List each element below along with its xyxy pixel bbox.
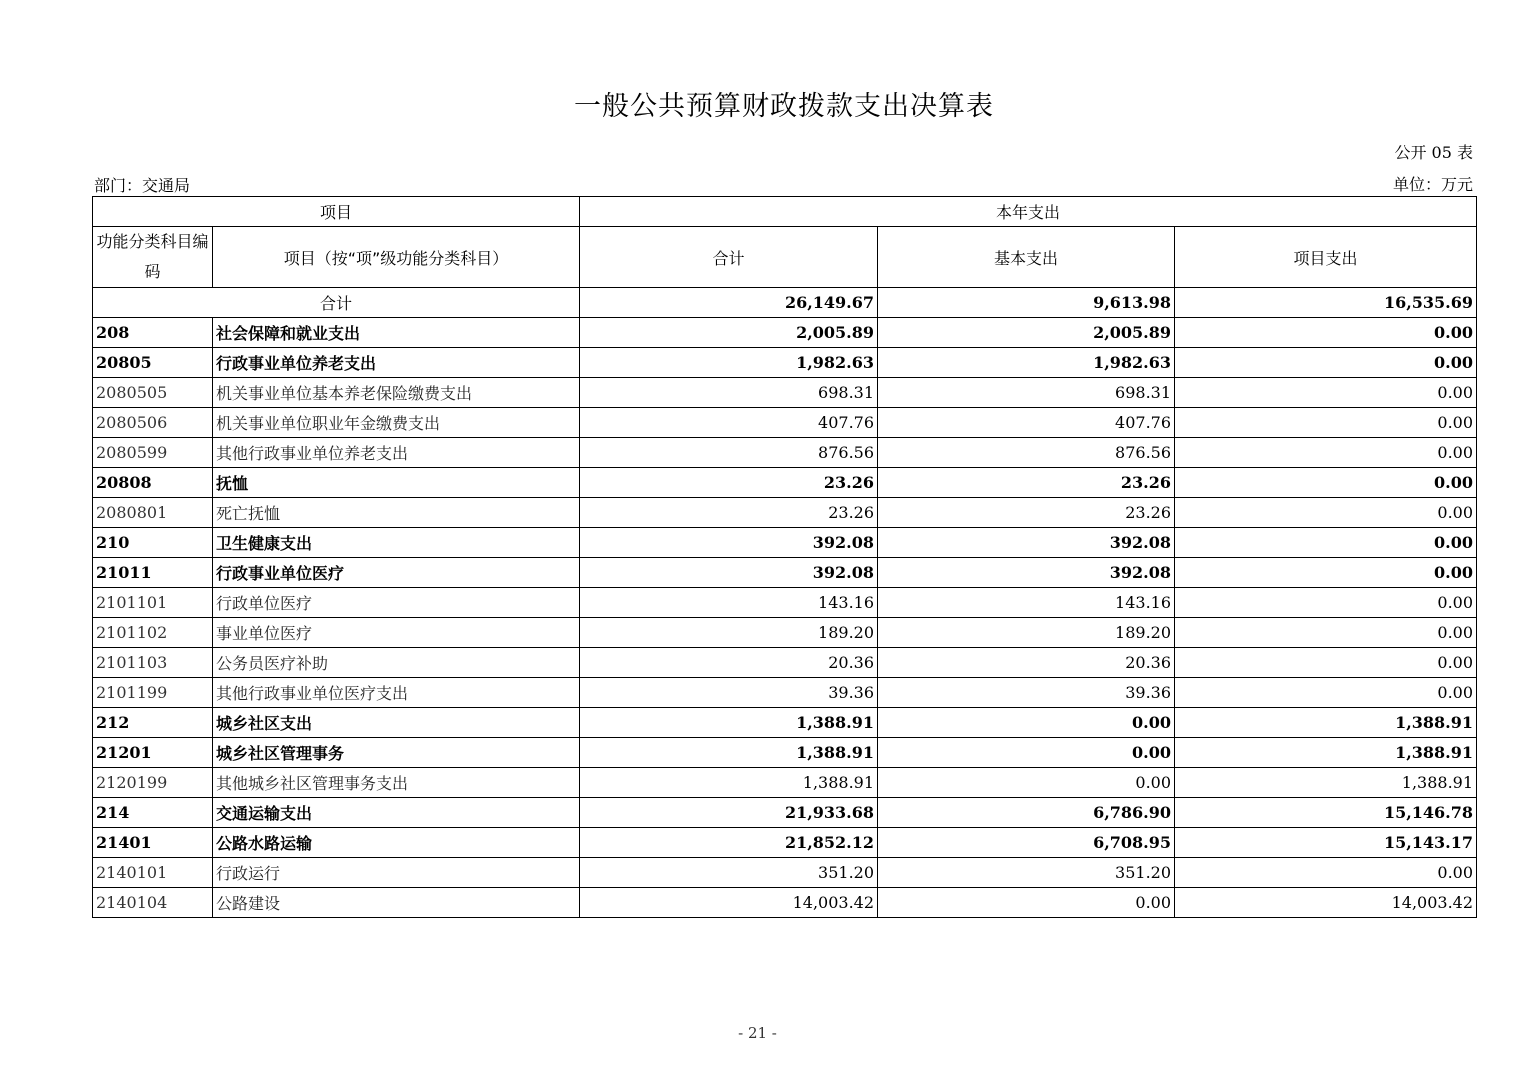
row-code: 2080599 [93, 438, 213, 468]
row-total: 143.16 [580, 588, 878, 618]
row-code: 210 [93, 528, 213, 558]
row-name: 公路水路运输 [213, 828, 580, 858]
row-total: 21,852.12 [580, 828, 878, 858]
row-basic: 39.36 [878, 678, 1175, 708]
row-name: 其他城乡社区管理事务支出 [213, 768, 580, 798]
header-project: 项目 [93, 197, 580, 227]
row-name: 其他行政事业单位养老支出 [213, 438, 580, 468]
row-basic: 0.00 [878, 738, 1175, 768]
row-project: 0.00 [1175, 318, 1477, 348]
total-basic: 9,613.98 [878, 288, 1175, 318]
row-project: 1,388.91 [1175, 738, 1477, 768]
row-code: 2101103 [93, 648, 213, 678]
row-total: 351.20 [580, 858, 878, 888]
row-code: 214 [93, 798, 213, 828]
unit-label: 单位：万元 [1392, 175, 1473, 194]
table-row [93, 738, 1477, 768]
department-label: 部门：交通局 [94, 176, 191, 195]
row-basic: 698.31 [878, 378, 1175, 408]
row-project: 1,388.91 [1175, 708, 1477, 738]
row-total: 39.36 [580, 678, 878, 708]
row-name: 其他行政事业单位医疗支出 [213, 678, 580, 708]
row-total: 20.36 [580, 648, 878, 678]
row-basic: 23.26 [878, 468, 1175, 498]
table-row [93, 828, 1477, 858]
table-row [93, 678, 1477, 708]
budget-table [92, 196, 1477, 918]
row-name: 城乡社区管理事务 [213, 738, 580, 768]
row-basic: 407.76 [878, 408, 1175, 438]
row-name: 公路建设 [213, 888, 580, 918]
row-code: 208 [93, 318, 213, 348]
row-basic: 0.00 [878, 888, 1175, 918]
row-name: 事业单位医疗 [213, 618, 580, 648]
row-project: 0.00 [1175, 498, 1477, 528]
header-total: 合计 [580, 227, 878, 288]
table-row [93, 588, 1477, 618]
row-project: 15,143.17 [1175, 828, 1477, 858]
total-row [93, 288, 1477, 318]
row-code: 21011 [93, 558, 213, 588]
table-row [93, 708, 1477, 738]
row-code: 212 [93, 708, 213, 738]
row-name: 行政单位医疗 [213, 588, 580, 618]
row-code: 2140101 [93, 858, 213, 888]
row-project: 0.00 [1175, 348, 1477, 378]
row-total: 698.31 [580, 378, 878, 408]
row-total: 392.08 [580, 528, 878, 558]
row-code: 2080801 [93, 498, 213, 528]
row-basic: 0.00 [878, 768, 1175, 798]
row-basic: 23.26 [878, 498, 1175, 528]
row-name: 卫生健康支出 [213, 528, 580, 558]
row-total: 407.76 [580, 408, 878, 438]
header-code: 功能分类科目编码 [93, 227, 213, 288]
row-basic: 143.16 [878, 588, 1175, 618]
row-name: 公务员医疗补助 [213, 648, 580, 678]
row-project: 0.00 [1175, 678, 1477, 708]
row-name: 行政事业单位养老支出 [213, 348, 580, 378]
row-total: 14,003.42 [580, 888, 878, 918]
row-code: 2080505 [93, 378, 213, 408]
row-code: 2120199 [93, 768, 213, 798]
page-number: - 21 - [738, 1024, 777, 1042]
row-project: 0.00 [1175, 588, 1477, 618]
row-project: 0.00 [1175, 648, 1477, 678]
row-code: 20808 [93, 468, 213, 498]
table-row [93, 558, 1477, 588]
row-code: 21201 [93, 738, 213, 768]
table-row [93, 408, 1477, 438]
row-name: 行政事业单位医疗 [213, 558, 580, 588]
table-row [93, 648, 1477, 678]
header-item: 项目（按“项”级功能分类科目） [213, 227, 580, 288]
table-row [93, 798, 1477, 828]
header-project-expense: 项目支出 [1175, 227, 1477, 288]
row-basic: 351.20 [878, 858, 1175, 888]
total-sum: 26,149.67 [580, 288, 878, 318]
table-row [93, 498, 1477, 528]
table-row [93, 468, 1477, 498]
row-basic: 20.36 [878, 648, 1175, 678]
row-basic: 1,982.63 [878, 348, 1175, 378]
row-project: 0.00 [1175, 558, 1477, 588]
form-id: 公开 05 表 [1394, 143, 1473, 162]
row-name: 机关事业单位职业年金缴费支出 [213, 408, 580, 438]
row-project: 0.00 [1175, 528, 1477, 558]
row-total: 876.56 [580, 438, 878, 468]
row-project: 0.00 [1175, 858, 1477, 888]
row-basic: 876.56 [878, 438, 1175, 468]
row-code: 2101101 [93, 588, 213, 618]
row-total: 21,933.68 [580, 798, 878, 828]
row-total: 1,388.91 [580, 738, 878, 768]
header-basic: 基本支出 [878, 227, 1175, 288]
table-row [93, 318, 1477, 348]
row-name: 行政运行 [213, 858, 580, 888]
row-project: 0.00 [1175, 438, 1477, 468]
row-total: 1,388.91 [580, 768, 878, 798]
row-basic: 6,708.95 [878, 828, 1175, 858]
row-basic: 189.20 [878, 618, 1175, 648]
row-name: 机关事业单位基本养老保险缴费支出 [213, 378, 580, 408]
row-name: 城乡社区支出 [213, 708, 580, 738]
row-basic: 392.08 [878, 528, 1175, 558]
row-name: 抚恤 [213, 468, 580, 498]
table-row [93, 858, 1477, 888]
row-code: 2101199 [93, 678, 213, 708]
row-project: 0.00 [1175, 378, 1477, 408]
row-total: 1,982.63 [580, 348, 878, 378]
header-row-1 [93, 197, 1477, 227]
row-total: 23.26 [580, 468, 878, 498]
table-row [93, 768, 1477, 798]
row-project: 1,388.91 [1175, 768, 1477, 798]
row-name: 死亡抚恤 [213, 498, 580, 528]
row-name: 交通运输支出 [213, 798, 580, 828]
table-row [93, 438, 1477, 468]
row-basic: 392.08 [878, 558, 1175, 588]
row-basic: 0.00 [878, 708, 1175, 738]
row-total: 23.26 [580, 498, 878, 528]
row-total: 1,388.91 [580, 708, 878, 738]
row-project: 15,146.78 [1175, 798, 1477, 828]
row-total: 2,005.89 [580, 318, 878, 348]
row-name: 社会保障和就业支出 [213, 318, 580, 348]
row-total: 392.08 [580, 558, 878, 588]
row-code: 2080506 [93, 408, 213, 438]
row-project: 0.00 [1175, 468, 1477, 498]
page-title: 一般公共预算财政拨款支出决算表 [574, 91, 994, 122]
header-current-year: 本年支出 [580, 197, 1477, 227]
total-project: 16,535.69 [1175, 288, 1477, 318]
row-total: 189.20 [580, 618, 878, 648]
row-code: 21401 [93, 828, 213, 858]
table-row [93, 888, 1477, 918]
row-code: 2101102 [93, 618, 213, 648]
total-label: 合计 [93, 288, 580, 318]
row-project: 14,003.42 [1175, 888, 1477, 918]
table-row [93, 618, 1477, 648]
row-basic: 2,005.89 [878, 318, 1175, 348]
header-row-2 [93, 227, 1477, 288]
table-row [93, 378, 1477, 408]
row-basic: 6,786.90 [878, 798, 1175, 828]
row-code: 20805 [93, 348, 213, 378]
table-row [93, 528, 1477, 558]
row-project: 0.00 [1175, 408, 1477, 438]
row-project: 0.00 [1175, 618, 1477, 648]
table-row [93, 348, 1477, 378]
row-code: 2140104 [93, 888, 213, 918]
